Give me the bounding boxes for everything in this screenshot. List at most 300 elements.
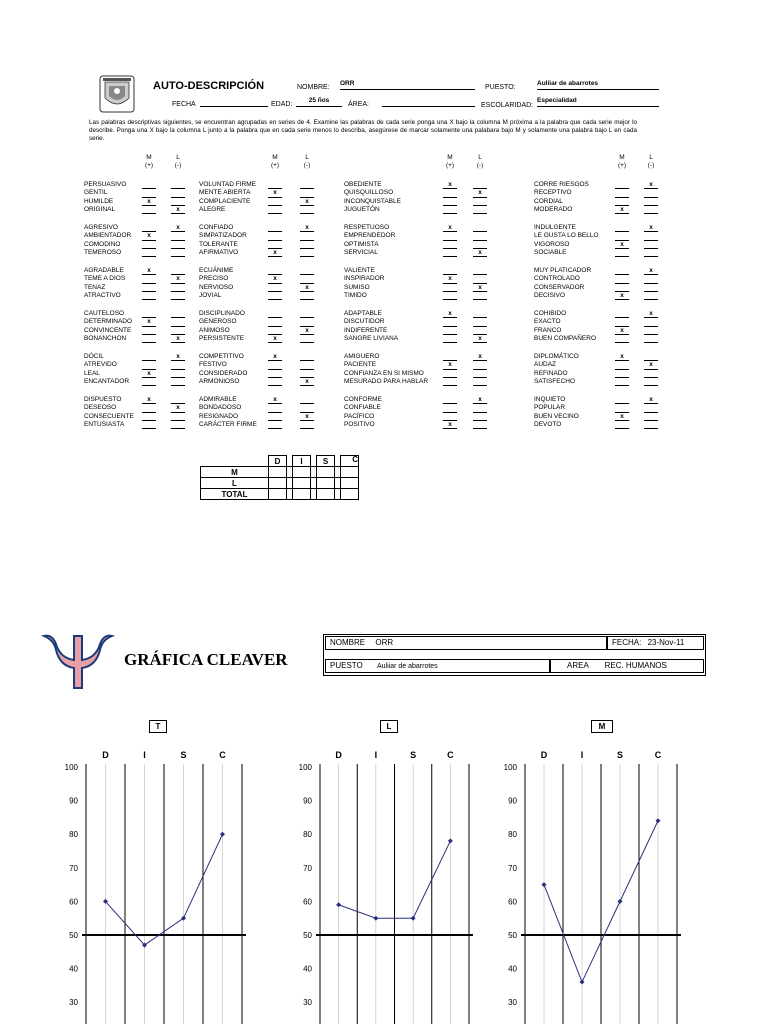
y-tick-label: 50 <box>508 931 517 940</box>
l-checkbox[interactable] <box>171 370 185 378</box>
m-checkbox[interactable] <box>615 378 629 386</box>
l-checkbox[interactable] <box>644 292 658 300</box>
l-checkbox[interactable] <box>300 275 314 283</box>
l-checkbox[interactable] <box>644 370 658 378</box>
m-checkbox[interactable]: x <box>268 275 282 283</box>
m-checkbox[interactable] <box>615 318 629 326</box>
table-header-s: S <box>317 456 335 467</box>
l-checkbox[interactable] <box>473 318 487 326</box>
m-checkbox[interactable] <box>443 284 457 292</box>
m-checkbox[interactable]: x <box>268 335 282 343</box>
l-checkbox[interactable] <box>171 189 185 197</box>
m-checkbox[interactable] <box>142 404 156 412</box>
cell-total-c[interactable] <box>341 489 359 500</box>
l-checkbox[interactable] <box>473 198 487 206</box>
m-checkbox[interactable] <box>615 198 629 206</box>
cell-m-d[interactable] <box>269 467 287 478</box>
m-checkbox[interactable]: x <box>268 353 282 361</box>
l-checkbox[interactable] <box>171 267 185 275</box>
m-checkbox[interactable] <box>142 353 156 361</box>
m-checkbox[interactable] <box>268 413 282 421</box>
y-tick-label: 80 <box>303 830 312 840</box>
l-checkbox[interactable] <box>473 378 487 386</box>
area-label: ÁREA: <box>348 101 370 108</box>
l-checkbox[interactable] <box>171 292 185 300</box>
fecha-field[interactable] <box>200 97 268 107</box>
descriptor-word: COMPLACIENTE <box>199 197 251 205</box>
l-checkbox[interactable] <box>644 206 658 214</box>
m-checkbox[interactable] <box>443 267 457 275</box>
l-checkbox[interactable]: x <box>473 335 487 343</box>
l-checkbox[interactable] <box>171 361 185 369</box>
l-checkbox[interactable] <box>171 232 185 240</box>
data-point <box>542 882 547 887</box>
descriptor-word: DISCIPLINADO <box>199 310 245 317</box>
l-checkbox[interactable] <box>300 206 314 214</box>
m-checkbox[interactable] <box>443 232 457 240</box>
m-checkbox[interactable] <box>142 241 156 249</box>
m-checkbox[interactable] <box>443 404 457 412</box>
m-checkbox[interactable] <box>268 327 282 335</box>
m-checkbox[interactable] <box>142 378 156 386</box>
cell-l-c[interactable] <box>341 478 359 489</box>
descriptor-word: GENTIL <box>84 189 108 197</box>
m-checkbox[interactable] <box>615 275 629 283</box>
y-tick-label: 80 <box>69 830 78 840</box>
data-point <box>656 818 661 823</box>
chart-title-t: T <box>149 720 167 733</box>
l-checkbox[interactable] <box>644 318 658 326</box>
fecha-label: FECHA <box>172 101 196 108</box>
cleaver-area-field[interactable] <box>550 659 704 673</box>
disc-summary-table <box>200 455 359 500</box>
descriptor-word: RESPETUOSO <box>344 224 390 231</box>
m-checkbox[interactable] <box>615 421 629 429</box>
l-checkbox[interactable] <box>300 421 314 429</box>
descriptor-word: BONDADOSO <box>199 404 242 412</box>
descriptor-word: CONSECUENTE <box>84 412 134 420</box>
cell-l-s[interactable] <box>317 478 335 489</box>
m-checkbox[interactable]: x <box>615 206 629 214</box>
l-checkbox[interactable] <box>644 335 658 343</box>
cleaver-puesto-field[interactable] <box>325 659 550 673</box>
descriptor-word: PRECISO <box>199 275 229 283</box>
m-checkbox[interactable]: x <box>142 232 156 240</box>
l-checkbox[interactable] <box>644 275 658 283</box>
l-checkbox[interactable] <box>644 413 658 421</box>
l-checkbox[interactable]: x <box>300 413 314 421</box>
l-checkbox[interactable] <box>300 249 314 257</box>
m-checkbox[interactable] <box>443 318 457 326</box>
column-header-m: M (+) <box>268 154 282 170</box>
column-header-sub-m: (+) <box>617 162 627 169</box>
l-checkbox[interactable]: x <box>644 267 658 275</box>
cell-total-s[interactable] <box>317 489 335 500</box>
m-checkbox[interactable] <box>142 335 156 343</box>
form-title: AUTO-DESCRIPCIÓN <box>153 80 265 92</box>
l-checkbox[interactable] <box>171 241 185 249</box>
m-checkbox[interactable] <box>268 284 282 292</box>
l-checkbox[interactable] <box>644 327 658 335</box>
data-point <box>336 902 341 907</box>
l-checkbox[interactable] <box>300 241 314 249</box>
m-checkbox[interactable]: x <box>268 189 282 197</box>
cell-m-c[interactable] <box>341 467 359 478</box>
m-checkbox[interactable] <box>443 396 457 404</box>
l-checkbox[interactable] <box>473 421 487 429</box>
l-checkbox[interactable] <box>644 421 658 429</box>
cleaver-area-value: REC. HUMANOS <box>604 661 667 670</box>
m-checkbox[interactable] <box>443 241 457 249</box>
m-checkbox[interactable] <box>615 267 629 275</box>
column-header-sub-l: (-) <box>303 162 311 169</box>
cell-l-d[interactable] <box>269 478 287 489</box>
m-checkbox[interactable] <box>268 181 282 189</box>
m-checkbox[interactable] <box>142 413 156 421</box>
descriptor-word: MODERADO <box>534 205 573 213</box>
m-checkbox[interactable] <box>268 198 282 206</box>
category-label-s: S <box>180 750 187 760</box>
l-checkbox[interactable] <box>473 267 487 275</box>
descriptor-word: AGRADABLE <box>84 267 124 274</box>
descriptor-word: AMIGUERO <box>344 353 380 360</box>
nombre-field[interactable]: ORR <box>340 80 475 90</box>
l-checkbox[interactable]: x <box>644 181 658 189</box>
m-checkbox[interactable] <box>268 421 282 429</box>
descriptor-word: CARÁCTER FIRME <box>199 420 257 428</box>
l-checkbox[interactable] <box>644 249 658 257</box>
y-tick-label: 100 <box>503 763 517 772</box>
l-checkbox[interactable] <box>473 310 487 318</box>
m-checkbox[interactable]: x <box>615 413 629 421</box>
column-header-l: L (-) <box>300 154 314 170</box>
descriptor-word: PERSISTENTE <box>199 334 245 342</box>
l-checkbox[interactable] <box>300 189 314 197</box>
l-checkbox[interactable] <box>644 353 658 361</box>
cell-total-i[interactable] <box>293 489 311 500</box>
l-checkbox[interactable]: x <box>171 224 185 232</box>
descriptor-word: ALEGRE <box>199 205 226 213</box>
m-checkbox[interactable] <box>443 353 457 361</box>
m-checkbox[interactable] <box>443 413 457 421</box>
l-checkbox[interactable] <box>473 181 487 189</box>
y-tick-label: 90 <box>69 796 78 806</box>
descriptor-word: SERVICIAL <box>344 248 378 256</box>
m-checkbox[interactable]: x <box>142 396 156 404</box>
l-checkbox[interactable] <box>644 198 658 206</box>
m-checkbox[interactable] <box>443 249 457 257</box>
descriptor-word: ARMONIOSO <box>199 377 240 385</box>
l-checkbox[interactable]: x <box>300 198 314 206</box>
m-checkbox[interactable] <box>615 404 629 412</box>
m-checkbox[interactable]: x <box>443 310 457 318</box>
l-checkbox[interactable]: x <box>300 378 314 386</box>
m-checkbox[interactable] <box>268 292 282 300</box>
descriptor-word: SUMISO <box>344 283 370 291</box>
y-tick-label: 70 <box>69 863 78 873</box>
m-checkbox[interactable] <box>615 189 629 197</box>
l-checkbox[interactable] <box>300 310 314 318</box>
descriptor-word: COMODINO <box>84 240 121 248</box>
cleaver-nombre-label: NOMBRE <box>330 638 366 647</box>
l-checkbox[interactable]: x <box>644 224 658 232</box>
l-checkbox[interactable] <box>473 241 487 249</box>
descriptor-word: MESURADO PARA HABLAR <box>344 377 429 385</box>
edad-field[interactable]: 25 ños <box>296 97 342 107</box>
m-checkbox[interactable] <box>142 249 156 257</box>
l-checkbox[interactable]: x <box>171 404 185 412</box>
m-checkbox[interactable] <box>615 310 629 318</box>
l-checkbox[interactable]: x <box>300 284 314 292</box>
l-checkbox[interactable] <box>300 181 314 189</box>
m-checkbox[interactable] <box>142 292 156 300</box>
m-checkbox[interactable]: x <box>615 241 629 249</box>
m-checkbox[interactable] <box>142 284 156 292</box>
l-checkbox[interactable] <box>171 284 185 292</box>
descriptor-word: DESEOSO <box>84 404 117 412</box>
descriptor-word: SIMPATIZADOR <box>199 232 247 240</box>
l-checkbox[interactable]: x <box>644 310 658 318</box>
m-checkbox[interactable]: x <box>268 249 282 257</box>
l-checkbox[interactable] <box>644 232 658 240</box>
m-checkbox[interactable] <box>268 361 282 369</box>
m-checkbox[interactable] <box>443 198 457 206</box>
descriptor-word: DETERMINADO <box>84 318 133 326</box>
l-checkbox[interactable]: x <box>473 396 487 404</box>
l-checkbox[interactable] <box>473 206 487 214</box>
descriptor-word: ENTUSIASTA <box>84 420 125 428</box>
l-checkbox[interactable] <box>171 181 185 189</box>
descriptor-word: JUGUETÓN <box>344 205 380 213</box>
m-checkbox[interactable] <box>268 404 282 412</box>
m-checkbox[interactable] <box>615 249 629 257</box>
l-checkbox[interactable]: x <box>171 206 185 214</box>
l-checkbox[interactable] <box>300 232 314 240</box>
m-checkbox[interactable] <box>615 370 629 378</box>
category-label-i: I <box>143 750 146 760</box>
m-checkbox[interactable]: x <box>615 327 629 335</box>
m-checkbox[interactable] <box>142 421 156 429</box>
cell-m-i[interactable] <box>293 467 311 478</box>
nombre-label: NOMBRE: <box>297 84 330 91</box>
l-checkbox[interactable] <box>171 413 185 421</box>
category-label-s: S <box>616 750 624 760</box>
m-checkbox[interactable] <box>268 206 282 214</box>
l-checkbox[interactable] <box>300 396 314 404</box>
l-checkbox[interactable] <box>473 327 487 335</box>
descriptor-word: RESIGNADO <box>199 412 239 420</box>
l-checkbox[interactable] <box>644 189 658 197</box>
l-checkbox[interactable] <box>171 198 185 206</box>
descriptor-word: CORRE RIESGOS <box>534 181 589 188</box>
l-checkbox[interactable] <box>473 370 487 378</box>
cleaver-chart-m <box>504 750 681 1024</box>
descriptor-word: BUEN COMPAÑERO <box>534 334 596 342</box>
m-checkbox[interactable] <box>443 327 457 335</box>
escolaridad-label: ESCOLARIDAD: <box>481 102 534 109</box>
m-checkbox[interactable] <box>142 189 156 197</box>
cell-l-i[interactable] <box>293 478 311 489</box>
m-checkbox[interactable]: x <box>142 267 156 275</box>
l-checkbox[interactable] <box>171 421 185 429</box>
m-checkbox[interactable]: x <box>615 292 629 300</box>
m-checkbox[interactable] <box>443 206 457 214</box>
descriptor-word: BONANCHON <box>84 334 127 342</box>
l-checkbox[interactable] <box>473 232 487 240</box>
descriptor-word: CONFIADO <box>199 224 234 231</box>
m-checkbox[interactable] <box>615 232 629 240</box>
m-checkbox[interactable]: x <box>443 181 457 189</box>
descriptor-word: INQUIETO <box>534 396 566 403</box>
cleaver-charts <box>0 740 768 1024</box>
m-checkbox[interactable] <box>268 224 282 232</box>
m-checkbox[interactable] <box>443 378 457 386</box>
m-checkbox[interactable] <box>443 292 457 300</box>
area-field[interactable] <box>382 97 475 107</box>
category-label-c: C <box>654 750 662 760</box>
m-checkbox[interactable] <box>615 224 629 232</box>
l-checkbox[interactable] <box>473 404 487 412</box>
l-checkbox[interactable] <box>473 413 487 421</box>
l-checkbox[interactable] <box>300 335 314 343</box>
y-tick-label: 50 <box>303 931 312 940</box>
m-checkbox[interactable]: x <box>142 198 156 206</box>
m-checkbox[interactable] <box>268 318 282 326</box>
m-checkbox[interactable] <box>268 370 282 378</box>
column-header-m: M (+) <box>443 154 457 170</box>
l-checkbox[interactable] <box>171 396 185 404</box>
column-header-sub-m: (+) <box>445 162 455 169</box>
descriptor-word: ORIGINAL <box>84 205 116 213</box>
l-checkbox[interactable] <box>300 404 314 412</box>
l-checkbox[interactable] <box>300 361 314 369</box>
l-checkbox[interactable]: x <box>473 353 487 361</box>
m-checkbox[interactable] <box>142 310 156 318</box>
descriptor-word: AUDAZ <box>534 361 557 369</box>
y-tick-label: 80 <box>508 830 517 840</box>
puesto-field[interactable]: Auliiar de abarrotes <box>537 80 659 90</box>
l-checkbox[interactable]: x <box>171 353 185 361</box>
l-checkbox[interactable] <box>644 404 658 412</box>
descriptor-word: CONSIDERADO <box>199 369 248 377</box>
descriptor-word: CONVINCENTE <box>84 326 132 334</box>
m-checkbox[interactable] <box>142 206 156 214</box>
descriptor-word: DIPLOMÁTICO <box>534 353 579 360</box>
cleaver-nombre-field[interactable] <box>325 636 607 650</box>
descriptor-word: LEAL <box>84 369 100 377</box>
l-checkbox[interactable] <box>300 267 314 275</box>
m-checkbox[interactable] <box>615 396 629 404</box>
m-checkbox[interactable] <box>142 181 156 189</box>
l-checkbox[interactable] <box>171 318 185 326</box>
descriptor-word: INDULGENTE <box>534 224 576 231</box>
descriptor-word: MENTE ABIERTA <box>199 189 251 197</box>
m-checkbox[interactable]: x <box>615 353 629 361</box>
m-checkbox[interactable] <box>615 284 629 292</box>
l-checkbox[interactable]: x <box>300 327 314 335</box>
l-checkbox[interactable] <box>473 361 487 369</box>
chart-title-l: L <box>380 720 398 733</box>
m-checkbox[interactable] <box>268 310 282 318</box>
l-checkbox[interactable]: x <box>644 396 658 404</box>
l-checkbox[interactable] <box>473 292 487 300</box>
y-tick-label: 60 <box>508 897 517 907</box>
m-checkbox[interactable] <box>268 267 282 275</box>
m-checkbox[interactable] <box>268 378 282 386</box>
l-checkbox[interactable]: x <box>171 335 185 343</box>
l-checkbox[interactable]: x <box>300 224 314 232</box>
m-checkbox[interactable] <box>443 189 457 197</box>
l-checkbox[interactable]: x <box>473 249 487 257</box>
l-checkbox[interactable] <box>171 310 185 318</box>
cleaver-fecha-field[interactable] <box>607 636 704 650</box>
m-checkbox[interactable] <box>142 361 156 369</box>
l-checkbox[interactable] <box>171 327 185 335</box>
l-checkbox[interactable] <box>473 275 487 283</box>
m-checkbox[interactable]: x <box>142 318 156 326</box>
m-checkbox[interactable]: x <box>443 421 457 429</box>
l-checkbox[interactable] <box>644 241 658 249</box>
l-checkbox[interactable] <box>300 292 314 300</box>
m-checkbox[interactable]: x <box>268 396 282 404</box>
l-checkbox[interactable]: x <box>644 361 658 369</box>
y-tick-label: 90 <box>303 796 312 806</box>
m-checkbox[interactable]: x <box>443 224 457 232</box>
m-checkbox[interactable] <box>142 327 156 335</box>
l-checkbox[interactable] <box>300 370 314 378</box>
descriptor-word: COHIBIDO <box>534 310 567 317</box>
m-checkbox[interactable] <box>443 335 457 343</box>
l-checkbox[interactable] <box>171 378 185 386</box>
l-checkbox[interactable]: x <box>171 275 185 283</box>
escolaridad-field[interactable]: Especialidad <box>537 97 659 107</box>
descriptor-word: RECEPTIVO <box>534 189 572 197</box>
y-tick-label: 60 <box>69 897 78 907</box>
m-checkbox[interactable] <box>615 181 629 189</box>
l-checkbox[interactable] <box>171 249 185 257</box>
m-checkbox[interactable] <box>615 361 629 369</box>
cleaver-puesto-value: Auliiar de abarrotes <box>376 663 438 670</box>
descriptor-word: POSITIVO <box>344 420 375 428</box>
l-checkbox[interactable] <box>644 284 658 292</box>
column-header-sub-m: (+) <box>270 162 280 169</box>
m-checkbox[interactable] <box>443 370 457 378</box>
data-point <box>580 980 585 985</box>
m-checkbox[interactable] <box>142 275 156 283</box>
l-checkbox[interactable] <box>300 353 314 361</box>
descriptor-word: TIMIDO <box>344 291 367 299</box>
cell-m-s[interactable] <box>317 467 335 478</box>
l-checkbox[interactable]: x <box>473 284 487 292</box>
table-header-i: I <box>293 456 311 467</box>
m-checkbox[interactable] <box>268 232 282 240</box>
l-checkbox[interactable] <box>300 318 314 326</box>
descriptor-word: INDIFERENTE <box>344 326 388 334</box>
m-checkbox[interactable] <box>142 224 156 232</box>
l-checkbox[interactable] <box>644 378 658 386</box>
cell-total-d[interactable] <box>269 489 287 500</box>
m-checkbox[interactable] <box>268 241 282 249</box>
m-checkbox[interactable]: x <box>142 370 156 378</box>
l-checkbox[interactable]: x <box>473 189 487 197</box>
m-checkbox[interactable] <box>615 335 629 343</box>
m-checkbox[interactable]: x <box>443 275 457 283</box>
table-row-total-label: TOTAL <box>201 489 269 500</box>
y-tick-label: 30 <box>508 998 517 1008</box>
m-checkbox[interactable]: x <box>443 361 457 369</box>
l-checkbox[interactable] <box>473 224 487 232</box>
descriptor-word: FESTIVO <box>199 361 227 369</box>
